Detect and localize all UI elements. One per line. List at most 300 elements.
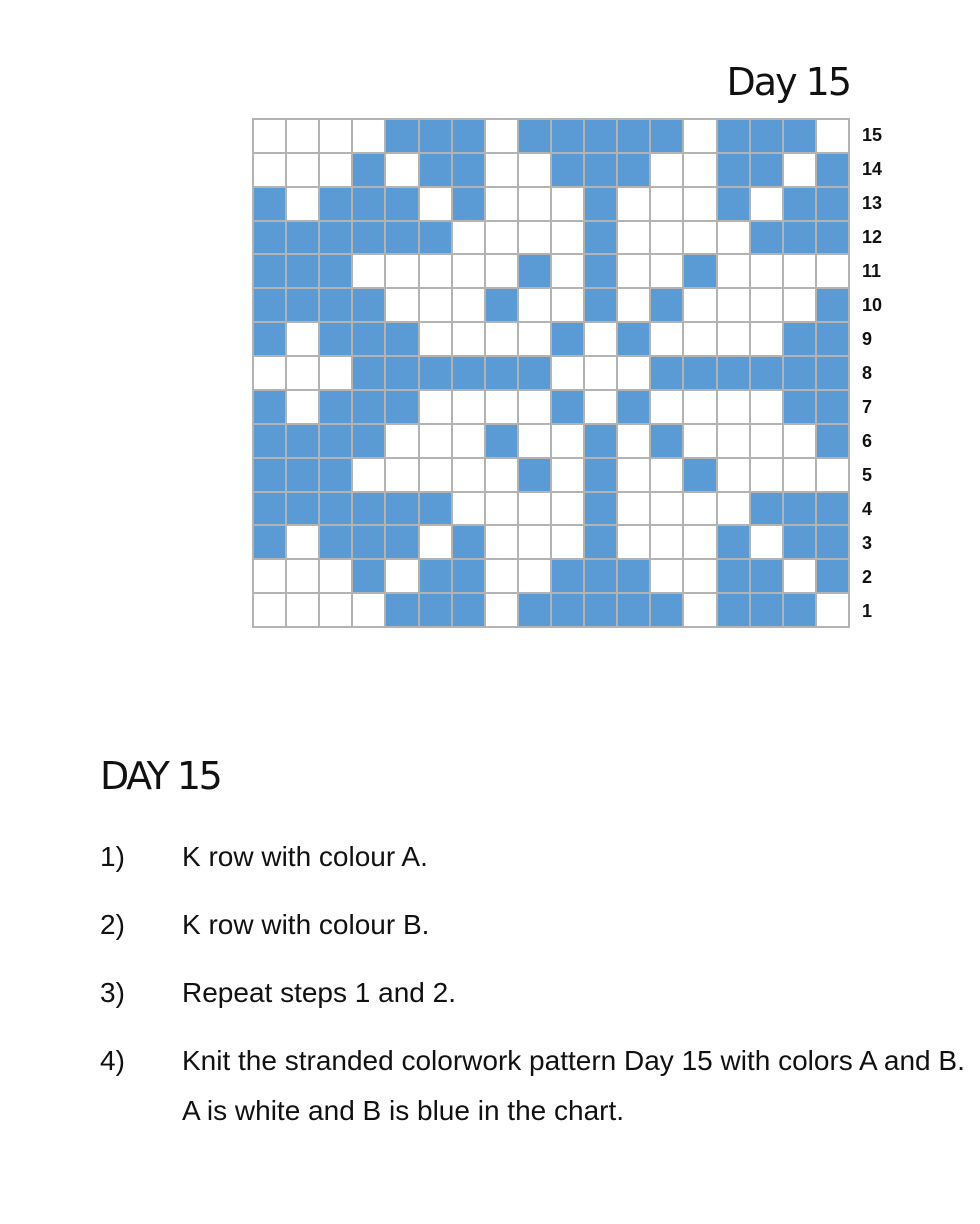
chart-cell-row-3-col-2-white — [287, 526, 318, 558]
chart-cell-row-15-col-9-blue — [519, 120, 550, 152]
chart-cell-row-6-col-17-white — [784, 425, 815, 457]
chart-cell-row-8-col-1-white — [254, 357, 285, 389]
chart-cell-row-13-col-9-white — [519, 188, 550, 220]
chart-cell-row-10-col-8-blue — [486, 289, 517, 321]
chart-cell-row-3-col-15-blue — [718, 526, 749, 558]
chart-cell-row-3-col-12-white — [618, 526, 649, 558]
chart-cell-row-14-col-5-white — [386, 154, 417, 186]
chart-cell-row-7-col-13-white — [651, 391, 682, 423]
instructions-heading: DAY 15 — [100, 754, 221, 798]
chart-cell-row-1-col-10-blue — [552, 594, 583, 626]
chart-cell-row-6-col-1-blue — [254, 425, 285, 457]
chart-cell-row-10-col-3-blue — [320, 289, 351, 321]
step-number: 3) — [100, 977, 125, 1008]
chart-cell-row-11-col-4-white — [353, 255, 384, 287]
step-number: 1) — [100, 841, 125, 872]
chart-cell-row-8-col-4-blue — [353, 357, 384, 389]
step-text: K row with colour B. — [182, 909, 430, 940]
chart-cell-row-11-col-14-blue — [684, 255, 715, 287]
chart-cell-row-6-col-3-blue — [320, 425, 351, 457]
chart-cell-row-14-col-6-blue — [420, 154, 451, 186]
chart-cell-row-3-col-5-blue — [386, 526, 417, 558]
chart-cell-row-12-col-4-blue — [353, 222, 384, 254]
instruction-steps — [100, 832, 970, 1154]
chart-cell-row-2-col-2-white — [287, 560, 318, 592]
chart-cell-row-6-col-7-white — [453, 425, 484, 457]
chart-cell-row-14-col-4-blue — [353, 154, 384, 186]
chart-cell-row-7-col-9-white — [519, 391, 550, 423]
chart-cell-row-7-col-6-white — [420, 391, 451, 423]
chart-cell-row-4-col-2-blue — [287, 493, 318, 525]
chart-cell-row-6-col-11-blue — [585, 425, 616, 457]
chart-cell-row-5-col-15-white — [718, 459, 749, 491]
chart-cell-row-9-col-5-blue — [386, 323, 417, 355]
chart-cell-row-12-col-2-blue — [287, 222, 318, 254]
chart-cell-row-14-col-10-blue — [552, 154, 583, 186]
chart-cell-row-1-col-2-white — [287, 594, 318, 626]
chart-cell-row-15-col-17-blue — [784, 120, 815, 152]
chart-cell-row-1-col-17-blue — [784, 594, 815, 626]
chart-cell-row-7-col-1-blue — [254, 391, 285, 423]
chart-cell-row-1-col-15-blue — [718, 594, 749, 626]
chart-cell-row-11-col-7-white — [453, 255, 484, 287]
chart-cell-row-1-col-1-white — [254, 594, 285, 626]
chart-cell-row-9-col-11-white — [585, 323, 616, 355]
colorwork-chart-grid — [252, 118, 850, 628]
chart-cell-row-2-col-8-white — [486, 560, 517, 592]
chart-cell-row-6-col-2-blue — [287, 425, 318, 457]
chart-cell-row-4-col-15-white — [718, 493, 749, 525]
chart-cell-row-2-col-1-white — [254, 560, 285, 592]
row-label-13: 13 — [862, 193, 883, 213]
chart-cell-row-5-col-4-white — [353, 459, 384, 491]
chart-cell-row-10-col-11-blue — [585, 289, 616, 321]
chart-cell-row-14-col-15-blue — [718, 154, 749, 186]
chart-cell-row-7-col-14-white — [684, 391, 715, 423]
chart-cell-row-4-col-7-white — [453, 493, 484, 525]
chart-cell-row-10-col-7-white — [453, 289, 484, 321]
chart-cell-row-9-col-17-blue — [784, 323, 815, 355]
chart-cell-row-3-col-4-blue — [353, 526, 384, 558]
chart-cell-row-13-col-5-blue — [386, 188, 417, 220]
chart-cell-row-15-col-2-white — [287, 120, 318, 152]
chart-cell-row-5-col-16-white — [751, 459, 782, 491]
chart-cell-row-12-col-11-blue — [585, 222, 616, 254]
chart-cell-row-3-col-16-white — [751, 526, 782, 558]
chart-cell-row-8-col-9-blue — [519, 357, 550, 389]
chart-cell-row-9-col-1-blue — [254, 323, 285, 355]
chart-cell-row-2-col-18-blue — [817, 560, 848, 592]
row-number-labels — [862, 118, 902, 628]
step-text: K row with colour A. — [182, 841, 428, 872]
chart-cell-row-15-col-1-white — [254, 120, 285, 152]
chart-cell-row-3-col-10-white — [552, 526, 583, 558]
chart-cell-row-13-col-8-white — [486, 188, 517, 220]
chart-cell-row-9-col-13-white — [651, 323, 682, 355]
chart-cell-row-10-col-9-white — [519, 289, 550, 321]
chart-cell-row-1-col-13-blue — [651, 594, 682, 626]
chart-cell-row-15-col-3-white — [320, 120, 351, 152]
chart-cell-row-3-col-9-white — [519, 526, 550, 558]
chart-cell-row-15-col-16-blue — [751, 120, 782, 152]
chart-cell-row-4-col-17-blue — [784, 493, 815, 525]
chart-cell-row-6-col-9-white — [519, 425, 550, 457]
chart-cell-row-7-col-8-white — [486, 391, 517, 423]
chart-cell-row-9-col-14-white — [684, 323, 715, 355]
chart-cell-row-12-col-9-white — [519, 222, 550, 254]
chart-cell-row-9-col-16-white — [751, 323, 782, 355]
chart-cell-row-10-col-15-white — [718, 289, 749, 321]
chart-cell-row-11-col-2-blue — [287, 255, 318, 287]
chart-cell-row-4-col-18-blue — [817, 493, 848, 525]
chart-cell-row-12-col-8-white — [486, 222, 517, 254]
chart-cell-row-9-col-2-white — [287, 323, 318, 355]
chart-cell-row-1-col-9-blue — [519, 594, 550, 626]
chart-cell-row-6-col-5-white — [386, 425, 417, 457]
chart-cell-row-10-col-14-white — [684, 289, 715, 321]
chart-cell-row-12-col-16-blue — [751, 222, 782, 254]
chart-cell-row-15-col-12-blue — [618, 120, 649, 152]
chart-cell-row-12-col-7-white — [453, 222, 484, 254]
row-label-7: 7 — [862, 397, 873, 417]
chart-cell-row-9-col-18-blue — [817, 323, 848, 355]
step-text: Knit the stranded colorwork pattern Day 15 with colors A and B. A is white and B is blue in the chart. — [182, 1045, 965, 1126]
chart-cell-row-3-col-6-white — [420, 526, 451, 558]
row-label-10: 10 — [862, 295, 883, 315]
chart-cell-row-11-col-12-white — [618, 255, 649, 287]
chart-cell-row-10-col-10-white — [552, 289, 583, 321]
chart-cell-row-8-col-3-white — [320, 357, 351, 389]
chart-cell-row-2-col-11-blue — [585, 560, 616, 592]
row-label-14: 14 — [862, 159, 883, 179]
chart-cell-row-5-col-18-white — [817, 459, 848, 491]
chart-cell-row-15-col-11-blue — [585, 120, 616, 152]
chart-cell-row-6-col-14-white — [684, 425, 715, 457]
chart-cell-row-2-col-6-blue — [420, 560, 451, 592]
chart-cell-row-13-col-16-white — [751, 188, 782, 220]
chart-cell-row-1-col-6-blue — [420, 594, 451, 626]
chart-cell-row-8-col-7-blue — [453, 357, 484, 389]
chart-cell-row-4-col-14-white — [684, 493, 715, 525]
chart-cell-row-11-col-13-white — [651, 255, 682, 287]
chart-cell-row-3-col-17-blue — [784, 526, 815, 558]
chart-cell-row-9-col-3-blue — [320, 323, 351, 355]
chart-cell-row-6-col-8-blue — [486, 425, 517, 457]
chart-cell-row-8-col-12-white — [618, 357, 649, 389]
chart-cell-row-15-col-15-blue — [718, 120, 749, 152]
chart-cell-row-3-col-1-blue — [254, 526, 285, 558]
step-number: 4) — [100, 1045, 125, 1076]
chart-cell-row-2-col-17-white — [784, 560, 815, 592]
chart-cell-row-7-col-18-blue — [817, 391, 848, 423]
chart-cell-row-1-col-8-white — [486, 594, 517, 626]
chart-cell-row-11-col-8-white — [486, 255, 517, 287]
chart-cell-row-11-col-15-white — [718, 255, 749, 287]
chart-cell-row-5-col-5-white — [386, 459, 417, 491]
chart-cell-row-13-col-11-blue — [585, 188, 616, 220]
chart-cell-row-5-col-9-blue — [519, 459, 550, 491]
step-item — [100, 968, 970, 1018]
chart-cell-row-2-col-7-blue — [453, 560, 484, 592]
chart-cell-row-3-col-11-blue — [585, 526, 616, 558]
chart-cell-row-10-col-5-white — [386, 289, 417, 321]
chart-cell-row-12-col-13-white — [651, 222, 682, 254]
chart-cell-row-9-col-12-blue — [618, 323, 649, 355]
row-label-12: 12 — [862, 227, 883, 247]
chart-cell-row-11-col-9-blue — [519, 255, 550, 287]
chart-cell-row-14-col-13-white — [651, 154, 682, 186]
chart-cell-row-6-col-4-blue — [353, 425, 384, 457]
chart-cell-row-14-col-3-white — [320, 154, 351, 186]
step-item — [100, 900, 970, 950]
chart-cell-row-1-col-5-blue — [386, 594, 417, 626]
chart-cell-row-11-col-11-blue — [585, 255, 616, 287]
chart-cell-row-9-col-4-blue — [353, 323, 384, 355]
chart-cell-row-5-col-11-blue — [585, 459, 616, 491]
chart-cell-row-6-col-15-white — [718, 425, 749, 457]
chart-cell-row-8-col-8-blue — [486, 357, 517, 389]
chart-cell-row-2-col-10-blue — [552, 560, 583, 592]
chart-cell-row-10-col-13-blue — [651, 289, 682, 321]
chart-cell-row-10-col-6-white — [420, 289, 451, 321]
chart-cell-row-15-col-14-white — [684, 120, 715, 152]
chart-cell-row-15-col-4-white — [353, 120, 384, 152]
chart-cell-row-13-col-7-blue — [453, 188, 484, 220]
chart-cell-row-12-col-6-blue — [420, 222, 451, 254]
chart-cell-row-15-col-5-blue — [386, 120, 417, 152]
chart-cell-row-13-col-15-blue — [718, 188, 749, 220]
chart-title: Day 15 — [726, 60, 850, 104]
chart-cell-row-7-col-16-white — [751, 391, 782, 423]
chart-cell-row-15-col-13-blue — [651, 120, 682, 152]
chart-cell-row-3-col-8-white — [486, 526, 517, 558]
chart-cell-row-7-col-3-blue — [320, 391, 351, 423]
chart-cell-row-10-col-17-white — [784, 289, 815, 321]
row-label-15: 15 — [862, 125, 883, 145]
chart-cell-row-2-col-15-blue — [718, 560, 749, 592]
chart-cell-row-13-col-17-blue — [784, 188, 815, 220]
step-number: 2) — [100, 909, 125, 940]
chart-cell-row-4-col-6-blue — [420, 493, 451, 525]
chart-cell-row-5-col-13-white — [651, 459, 682, 491]
chart-cell-row-1-col-3-white — [320, 594, 351, 626]
chart-cell-row-12-col-18-blue — [817, 222, 848, 254]
chart-cell-row-11-col-6-white — [420, 255, 451, 287]
chart-cell-row-8-col-14-blue — [684, 357, 715, 389]
chart-cell-row-15-col-10-blue — [552, 120, 583, 152]
chart-cell-row-11-col-16-white — [751, 255, 782, 287]
chart-cell-row-4-col-4-blue — [353, 493, 384, 525]
chart-cell-row-9-col-6-white — [420, 323, 451, 355]
chart-cell-row-13-col-4-blue — [353, 188, 384, 220]
chart-cell-row-5-col-3-blue — [320, 459, 351, 491]
chart-cell-row-7-col-11-white — [585, 391, 616, 423]
chart-cell-row-4-col-10-white — [552, 493, 583, 525]
chart-cell-row-3-col-7-blue — [453, 526, 484, 558]
chart-cell-row-13-col-13-white — [651, 188, 682, 220]
chart-cell-row-8-col-2-white — [287, 357, 318, 389]
chart-cell-row-13-col-12-white — [618, 188, 649, 220]
row-label-8: 8 — [862, 363, 873, 383]
chart-cell-row-13-col-2-white — [287, 188, 318, 220]
chart-cell-row-3-col-3-blue — [320, 526, 351, 558]
chart-cell-row-9-col-9-white — [519, 323, 550, 355]
chart-cell-row-1-col-16-blue — [751, 594, 782, 626]
chart-cell-row-11-col-5-white — [386, 255, 417, 287]
chart-cell-row-10-col-16-white — [751, 289, 782, 321]
chart-cell-row-7-col-5-blue — [386, 391, 417, 423]
chart-cell-row-4-col-13-white — [651, 493, 682, 525]
chart-cell-row-4-col-8-white — [486, 493, 517, 525]
chart-cell-row-2-col-16-blue — [751, 560, 782, 592]
chart-cell-row-14-col-17-white — [784, 154, 815, 186]
chart-cell-row-13-col-14-white — [684, 188, 715, 220]
chart-cell-row-13-col-1-blue — [254, 188, 285, 220]
chart-cell-row-4-col-1-blue — [254, 493, 285, 525]
chart-cell-row-14-col-1-white — [254, 154, 285, 186]
chart-cell-row-11-col-10-white — [552, 255, 583, 287]
chart-cell-row-8-col-17-blue — [784, 357, 815, 389]
step-text: Repeat steps 1 and 2. — [182, 977, 456, 1008]
chart-cell-row-10-col-18-blue — [817, 289, 848, 321]
chart-cell-row-14-col-2-white — [287, 154, 318, 186]
chart-cell-row-2-col-12-blue — [618, 560, 649, 592]
chart-cell-row-7-col-12-blue — [618, 391, 649, 423]
step-item — [100, 832, 970, 882]
chart-cell-row-3-col-13-white — [651, 526, 682, 558]
chart-cell-row-2-col-13-white — [651, 560, 682, 592]
row-label-9: 9 — [862, 329, 873, 349]
chart-cell-row-10-col-4-blue — [353, 289, 384, 321]
chart-cell-row-9-col-8-white — [486, 323, 517, 355]
chart-cell-row-4-col-9-white — [519, 493, 550, 525]
chart-cell-row-12-col-3-blue — [320, 222, 351, 254]
chart-cell-row-5-col-7-white — [453, 459, 484, 491]
chart-cell-row-7-col-4-blue — [353, 391, 384, 423]
chart-cell-row-6-col-12-white — [618, 425, 649, 457]
chart-cell-row-4-col-11-blue — [585, 493, 616, 525]
chart-cell-row-12-col-12-white — [618, 222, 649, 254]
chart-cell-row-11-col-1-blue — [254, 255, 285, 287]
chart-cell-row-6-col-16-white — [751, 425, 782, 457]
chart-cell-row-15-col-18-white — [817, 120, 848, 152]
row-label-11: 11 — [862, 261, 882, 281]
chart-cell-row-12-col-15-white — [718, 222, 749, 254]
chart-cell-row-6-col-18-blue — [817, 425, 848, 457]
chart-cell-row-5-col-1-blue — [254, 459, 285, 491]
chart-cell-row-7-col-17-blue — [784, 391, 815, 423]
chart-cell-row-1-col-4-white — [353, 594, 384, 626]
chart-cell-row-5-col-14-blue — [684, 459, 715, 491]
chart-cell-row-7-col-10-blue — [552, 391, 583, 423]
chart-cell-row-5-col-12-white — [618, 459, 649, 491]
chart-cell-row-1-col-18-white — [817, 594, 848, 626]
chart-cell-row-4-col-16-blue — [751, 493, 782, 525]
chart-cell-row-2-col-5-white — [386, 560, 417, 592]
chart-cell-row-10-col-1-blue — [254, 289, 285, 321]
chart-cell-row-6-col-10-white — [552, 425, 583, 457]
chart-cell-row-8-col-10-white — [552, 357, 583, 389]
chart-cell-row-13-col-18-blue — [817, 188, 848, 220]
chart-cell-row-15-col-6-blue — [420, 120, 451, 152]
chart-cell-row-11-col-17-white — [784, 255, 815, 287]
chart-cell-row-1-col-14-white — [684, 594, 715, 626]
chart-cell-row-6-col-13-blue — [651, 425, 682, 457]
chart-cell-row-7-col-2-white — [287, 391, 318, 423]
row-label-5: 5 — [862, 465, 873, 485]
chart-cell-row-10-col-2-blue — [287, 289, 318, 321]
chart-cell-row-8-col-15-blue — [718, 357, 749, 389]
chart-cell-row-5-col-8-white — [486, 459, 517, 491]
chart-cell-row-14-col-14-white — [684, 154, 715, 186]
chart-cell-row-12-col-17-blue — [784, 222, 815, 254]
chart-cell-row-5-col-17-white — [784, 459, 815, 491]
chart-cell-row-2-col-9-white — [519, 560, 550, 592]
chart-cell-row-2-col-14-white — [684, 560, 715, 592]
chart-cell-row-14-col-18-blue — [817, 154, 848, 186]
chart-cell-row-12-col-5-blue — [386, 222, 417, 254]
chart-cell-row-8-col-16-blue — [751, 357, 782, 389]
step-item — [100, 1036, 970, 1136]
chart-cell-row-11-col-3-blue — [320, 255, 351, 287]
chart-cell-row-6-col-6-white — [420, 425, 451, 457]
chart-cell-row-14-col-7-blue — [453, 154, 484, 186]
row-label-1: 1 — [862, 601, 873, 621]
chart-cell-row-1-col-12-blue — [618, 594, 649, 626]
chart-cell-row-8-col-11-white — [585, 357, 616, 389]
chart-cell-row-3-col-18-blue — [817, 526, 848, 558]
row-label-6: 6 — [862, 431, 873, 451]
chart-cell-row-10-col-12-white — [618, 289, 649, 321]
row-label-2: 2 — [862, 567, 873, 587]
chart-cell-row-4-col-12-white — [618, 493, 649, 525]
chart-cell-row-14-col-9-white — [519, 154, 550, 186]
chart-cell-row-13-col-10-white — [552, 188, 583, 220]
chart-cell-row-1-col-7-blue — [453, 594, 484, 626]
chart-cell-row-8-col-18-blue — [817, 357, 848, 389]
chart-cell-row-7-col-15-white — [718, 391, 749, 423]
chart-cell-row-5-col-6-white — [420, 459, 451, 491]
chart-cell-row-5-col-2-blue — [287, 459, 318, 491]
chart-cell-row-5-col-10-white — [552, 459, 583, 491]
chart-cell-row-9-col-10-blue — [552, 323, 583, 355]
chart-cell-row-13-col-6-white — [420, 188, 451, 220]
chart-cell-row-12-col-14-white — [684, 222, 715, 254]
chart-cell-row-3-col-14-white — [684, 526, 715, 558]
chart-cell-row-14-col-8-white — [486, 154, 517, 186]
chart-cell-row-1-col-11-blue — [585, 594, 616, 626]
chart-cell-row-14-col-16-blue — [751, 154, 782, 186]
chart-cell-row-9-col-7-white — [453, 323, 484, 355]
chart-cell-row-4-col-5-blue — [386, 493, 417, 525]
chart-cell-row-2-col-4-blue — [353, 560, 384, 592]
chart-cell-row-14-col-12-blue — [618, 154, 649, 186]
chart-cell-row-15-col-7-blue — [453, 120, 484, 152]
row-label-3: 3 — [862, 533, 873, 553]
chart-cell-row-8-col-13-blue — [651, 357, 682, 389]
chart-cell-row-12-col-1-blue — [254, 222, 285, 254]
chart-cell-row-4-col-3-blue — [320, 493, 351, 525]
chart-cell-row-13-col-3-blue — [320, 188, 351, 220]
chart-cell-row-9-col-15-white — [718, 323, 749, 355]
chart-cell-row-8-col-5-blue — [386, 357, 417, 389]
chart-cell-row-8-col-6-blue — [420, 357, 451, 389]
chart-cell-row-14-col-11-blue — [585, 154, 616, 186]
chart-cell-row-12-col-10-white — [552, 222, 583, 254]
chart-cell-row-11-col-18-white — [817, 255, 848, 287]
chart-cell-row-7-col-7-white — [453, 391, 484, 423]
chart-cell-row-15-col-8-white — [486, 120, 517, 152]
